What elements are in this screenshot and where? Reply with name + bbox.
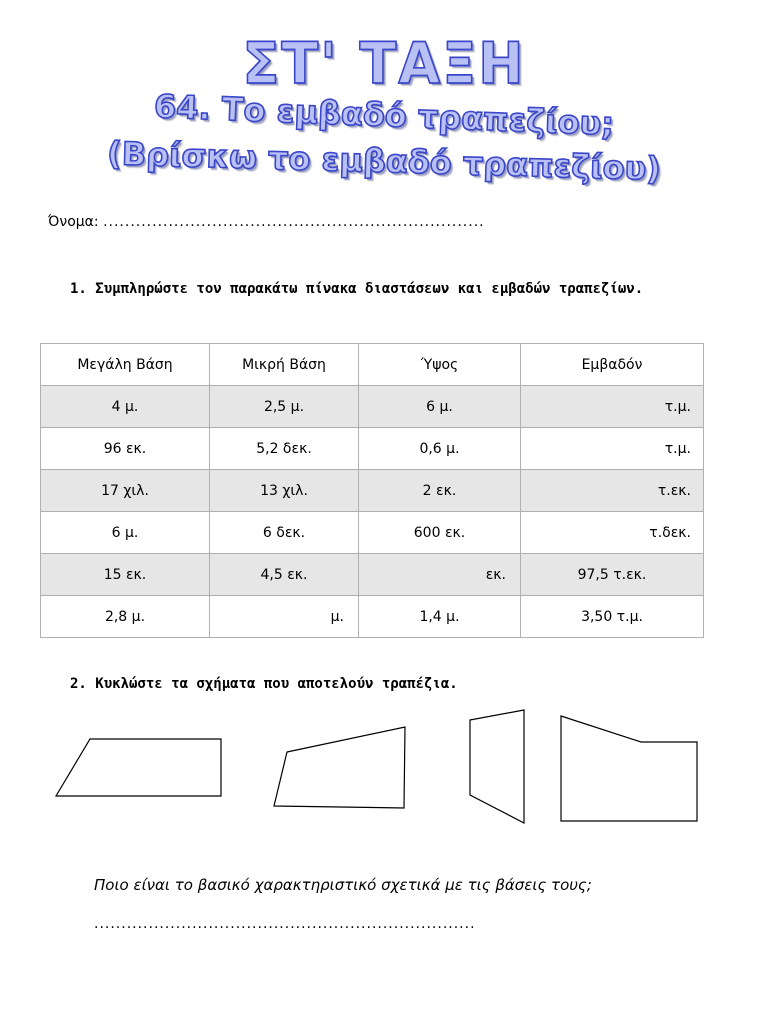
table-cell: 2 εκ. <box>359 470 521 512</box>
table-cell-answer[interactable]: μ. <box>210 596 359 638</box>
table-row <box>41 512 704 554</box>
question-2: 2. Κυκλώστε τα σχήματα που αποτελούν τραπέζια. <box>70 676 458 692</box>
table-cell-answer[interactable]: τ.εκ. <box>521 470 704 512</box>
shapes-figure <box>0 700 768 840</box>
table-cell-answer[interactable]: τ.μ. <box>521 428 704 470</box>
table-cell: 6 δεκ. <box>210 512 359 554</box>
shape-parallelogram[interactable] <box>56 739 221 796</box>
shape-trapezoid-vertical[interactable] <box>470 710 524 823</box>
table-cell-answer[interactable]: τ.μ. <box>521 386 704 428</box>
lesson-subtitle: (Βρίσκω το εμβαδό τραπεζίου) <box>106 134 662 188</box>
question-3: Ποιο είναι το βασικό χαρακτηριστικό σχετικά με τις βάσεις τους; <box>94 876 592 894</box>
table-row <box>41 554 704 596</box>
table-cell: 4,5 εκ. <box>210 554 359 596</box>
table-cell: 4 μ. <box>41 386 210 428</box>
table-cell: 3,50 τ.μ. <box>521 596 704 638</box>
name-dots: ...................................................................... <box>103 214 485 230</box>
answer-line[interactable]: ...................................................................... <box>94 916 476 932</box>
table-cell: 97,5 τ.εκ. <box>521 554 704 596</box>
table-cell: 2,5 μ. <box>210 386 359 428</box>
table-row <box>41 386 704 428</box>
table-cell: 6 μ. <box>359 386 521 428</box>
question-1: 1. Συμπληρώστε τον παρακάτω πίνακα διαστάσεων και εμβαδών τραπεζίων. <box>70 281 644 297</box>
table-header-row <box>41 344 704 386</box>
header-large-base: Μεγάλη Βάση <box>41 344 210 386</box>
table-cell: 6 μ. <box>41 512 210 554</box>
dimensions-table <box>40 343 704 638</box>
header-small-base: Μικρή Βάση <box>210 344 359 386</box>
name-label: Όνομα: <box>48 214 99 230</box>
table-cell: 13 χιλ. <box>210 470 359 512</box>
lesson-title: 64. Το εμβαδό τραπεζίου; <box>153 87 615 143</box>
shape-pentagon[interactable] <box>561 716 697 821</box>
table-cell: 5,2 δεκ. <box>210 428 359 470</box>
table-cell: 0,6 μ. <box>359 428 521 470</box>
table-cell: 2,8 μ. <box>41 596 210 638</box>
table-cell: 15 εκ. <box>41 554 210 596</box>
header-height: Ύψος <box>359 344 521 386</box>
worksheet-title: ΣΤ' ΤΑΞΗ <box>242 30 526 97</box>
table-cell: 17 χιλ. <box>41 470 210 512</box>
name-field[interactable] <box>48 214 485 230</box>
table-cell-answer[interactable]: τ.δεκ. <box>521 512 704 554</box>
table-row <box>41 596 704 638</box>
table-row <box>41 470 704 512</box>
shape-quadrilateral-slanted[interactable] <box>274 727 405 808</box>
table-cell: 600 εκ. <box>359 512 521 554</box>
table-cell-answer[interactable]: εκ. <box>359 554 521 596</box>
table-cell: 1,4 μ. <box>359 596 521 638</box>
table-cell: 96 εκ. <box>41 428 210 470</box>
header-area: Εμβαδόν <box>521 344 704 386</box>
table-row <box>41 428 704 470</box>
